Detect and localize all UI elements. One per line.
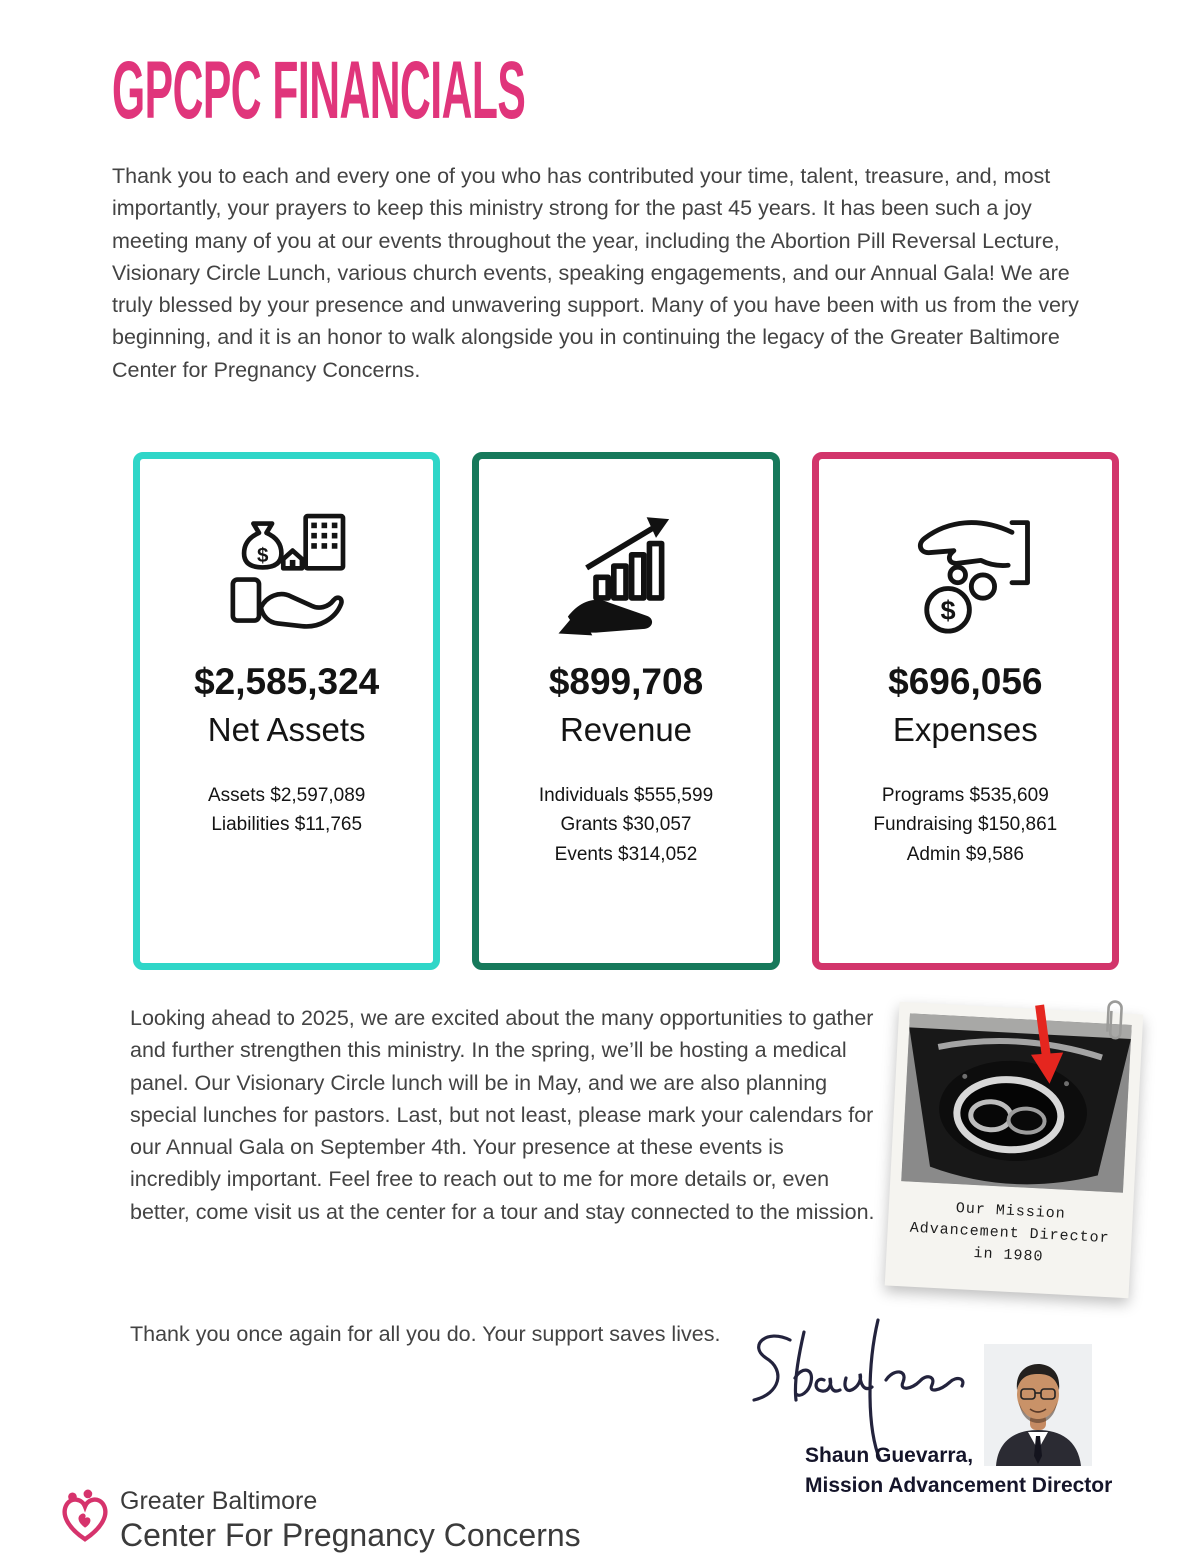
- paperclip-icon: [1104, 999, 1128, 1046]
- page-title: GPCPC FINANCIALS: [112, 45, 526, 136]
- logo-text: [120, 1488, 581, 1553]
- signature-scribble: [728, 1306, 983, 1464]
- hand-dropping-coins-icon: [819, 497, 1112, 649]
- card-detail: Grants $30,057: [560, 814, 692, 836]
- expenses-card: [812, 452, 1119, 970]
- portrait-photo: [984, 1344, 1092, 1466]
- card-detail: Events $314,052: [554, 843, 698, 865]
- svg-text:$: $: [940, 594, 956, 626]
- net-assets-amount: $2,585,324: [194, 661, 380, 702]
- card-detail: Individuals $555,599: [538, 785, 714, 806]
- net-assets-card: [133, 452, 440, 970]
- heart-logo-icon: [58, 1488, 112, 1548]
- signer-title: Mission Advancement Director: [805, 1474, 1113, 1497]
- outlook-paragraph: Looking ahead to 2025, we are excited about the many opportunities to gather and further strengthen this ministry. In the spring, we’ll be hosting a medical panel. Our Visionary Circle lunch will be in May, and we are also planning special lunches for pastors. Last, but not least, please mark your calendars for our Annual Gala on September 4th. Your presence at these events is incredibly important. Feel free to reach out to me for more details or, even better, come visit us at the center for a tour and stay connected to the mission.: [130, 1006, 875, 1224]
- photo-caption: Our Mission Advancement Director in 1980: [909, 1200, 1110, 1266]
- red-arrow-icon: [1021, 1002, 1070, 1104]
- org-logo: [58, 1488, 581, 1553]
- revenue-label: Revenue: [559, 711, 693, 748]
- logo-line2: Center For Pregnancy Concerns: [120, 1516, 581, 1553]
- expenses-label: Expenses: [892, 711, 1038, 748]
- intro-paragraph: Thank you to each and every one of you who has contributed your time, talent, treasure, and, most importantly, your prayers to keep this ministry strong for the past 45 years. It has been such a joy meeting many of you at our events throughout the year, including the Abortion Pill Reversal Lecture, Visionary Circle Lunch, various church events, speaking engagements, and our Annual Gala! We are truly blessed by your presence and unwavering support. Many of you have been with us from the very beginning, and it is an honor to walk alongside you in continuing the legacy of the Greater Baltimore Center for Pregnancy Concerns.: [112, 164, 1079, 382]
- net-assets-label: Net Assets: [207, 711, 366, 748]
- svg-text:$: $: [256, 543, 269, 567]
- expenses-amount: $696,056: [888, 661, 1043, 702]
- logo-line1: Greater Baltimore: [120, 1487, 318, 1515]
- card-detail: Fundraising $150,861: [873, 814, 1058, 836]
- expenses-details: [819, 781, 1112, 869]
- revenue-details: [479, 781, 772, 869]
- ultrasound-image: [901, 1013, 1131, 1192]
- closing-line: Thank you once again for all you do. Your support saves lives.: [130, 1322, 721, 1346]
- polaroid-photo: [885, 1002, 1144, 1298]
- revenue-card: [472, 452, 779, 970]
- money-bag-building-hand-icon: [140, 497, 433, 649]
- revenue-amount: $899,708: [548, 661, 704, 702]
- card-detail: Programs $535,609: [881, 785, 1049, 806]
- financial-summary-cards: [133, 452, 1119, 970]
- card-detail: Assets $2,597,089: [207, 785, 366, 806]
- net-assets-details: [140, 781, 433, 840]
- growth-chart-hand-icon: [479, 497, 772, 649]
- signer-name: Shaun Guevarra,: [805, 1444, 974, 1467]
- card-detail: Admin $9,586: [906, 843, 1024, 865]
- card-detail: Liabilities $11,765: [211, 814, 363, 836]
